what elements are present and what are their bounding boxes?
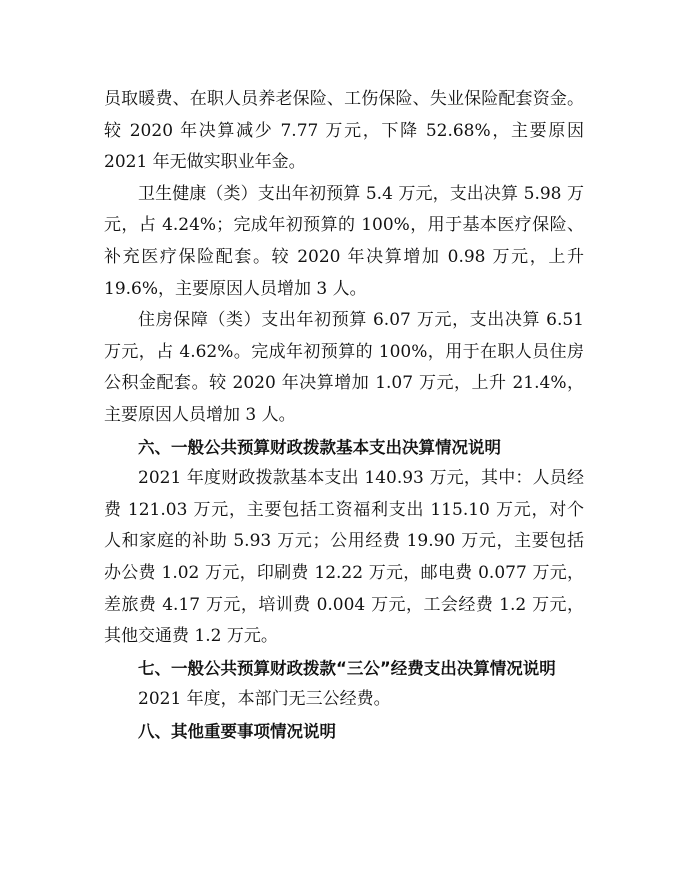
- document-page: [104, 84, 584, 747]
- section-heading-7: 七、一般公共预算财政拨款“三公”经费支出决算情况说明: [138, 658, 556, 678]
- paragraph-expenditure-continued: 员取暖费、在职人员养老保险、工伤保险、失业保险配套资金。较 2020 年决算减少 7.77 万元，下降 52.68%，主要原因 2021 年无做实职业年金。: [104, 89, 584, 173]
- paragraph-three-public-funds: 2021 年度，本部门无三公经费。: [138, 689, 391, 710]
- section-heading-8: 八、其他重要事项情况说明: [138, 721, 336, 741]
- paragraph-housing-expenditure: 住房保障（类）支出年初预算 6.07 万元，支出决算 6.51 万元，占 4.62%。完成年初预算的 100%，用于在职人员住房公积金配套。较 2020 年决算增加 1.07 万元，上升 21.4%，主要原因人员增加 3 人。: [104, 310, 584, 425]
- section-heading-6: 六、一般公共预算财政拨款基本支出决算情况说明: [138, 437, 501, 457]
- paragraph-health-expenditure: 卫生健康（类）支出年初预算 5.4 万元，支出决算 5.98 万元，占 4.24%；完成年初预算的 100%，用于基本医疗保险、补充医疗保险配套。较 2020 年决算增加 0.98 万元，上升 19.6%，主要原因人员增加 3 人。: [104, 183, 584, 299]
- paragraph-basic-expenditure: 2021 年度财政拨款基本支出 140.93 万元，其中：人员经费 121.03 万元，主要包括工资福利支出 115.10 万元，对个人和家庭的补助 5.93 万元；公用经费 19.90 万元，主要包括办公费 1.02 万元，印刷费 12.22 万元，邮电费 0.077 万元，差旅费 4.17 万元，培训费 0.004 万元，工会经费 1.2 万元，其他交通费 1.2 万元。: [104, 468, 584, 647]
